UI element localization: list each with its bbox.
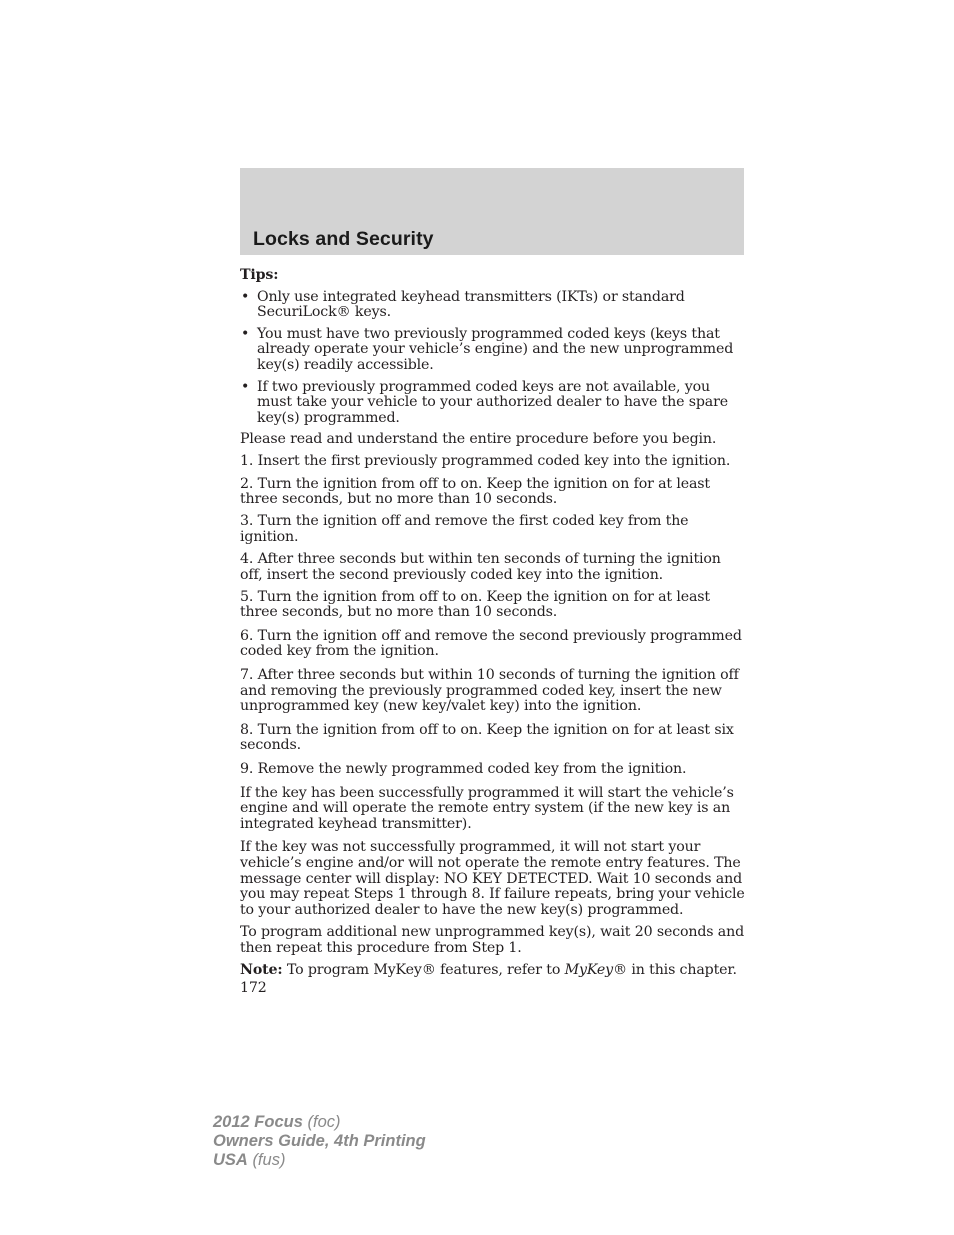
footer-region-line <box>213 1151 426 1170</box>
tips-heading: Tips: <box>240 267 279 283</box>
footer-guide: Owners Guide, 4th Printing <box>213 1132 426 1150</box>
procedure-steps <box>240 454 746 777</box>
footer-guide-line <box>213 1132 426 1151</box>
footer-model-code: (foc) <box>307 1113 341 1131</box>
note-label: Note: <box>240 962 283 979</box>
procedure-step: 1. Insert the first previously programmed coded key into the ignition. <box>240 453 731 470</box>
note-paragraph <box>240 963 746 979</box>
footer-region-code: (fus) <box>252 1151 286 1169</box>
additional-keys-paragraph: To program additional new unprogrammed key(s), wait 20 seconds and then repeat this procedure from Step 1. <box>240 924 745 956</box>
bullet-icon: • <box>241 288 250 305</box>
section-header-band <box>240 168 744 255</box>
procedure-step: 5. Turn the ignition from off to on. Keep the ignition on for at least three seconds, but no more than 10 seconds. <box>240 588 710 621</box>
tips-list <box>240 290 746 427</box>
procedure-step: 3. Turn the ignition off and remove the first coded key from the ignition. <box>240 513 689 545</box>
footer-region: USA <box>213 1151 248 1169</box>
footer-model: 2012 Focus <box>213 1113 303 1131</box>
note-text: To program MyKey® features, refer to <box>282 962 565 979</box>
procedure-step: 7. After three seconds but within 10 seconds of turning the ignition off and removing the previously programmed coded key, insert the new unprogrammed key (new key/valet key) into the ignition. <box>240 666 739 715</box>
tip-text: You must have two previously programmed coded keys (keys that already operate your vehicle’s engine) and the new unprogrammed key(s) readily accessible. <box>257 325 734 373</box>
procedure-step: 2. Turn the ignition from off to on. Keep the ignition on for at least three seconds, but no more than 10 seconds. <box>240 475 710 508</box>
tip-item <box>240 290 746 321</box>
page-number: 172 <box>240 980 267 997</box>
note-text-end: in this chapter. <box>627 962 737 979</box>
procedure-step: 4. After three seconds but within ten seconds of turning the ignition off, insert the second previously coded key into the ignition. <box>240 550 721 583</box>
section-title: Locks and Security <box>253 228 434 250</box>
bullet-icon: • <box>241 378 250 395</box>
tip-text: If two previously programmed coded keys are not available, you must take your vehicle to your authorized dealer to have the spare key(s) programmed. <box>257 378 728 426</box>
mykey-reference: MyKey® <box>564 962 628 979</box>
procedure-step: 9. Remove the newly programmed coded key from the ignition. <box>240 760 687 777</box>
intro-paragraph: Please read and understand the entire procedure before you begin. <box>240 431 717 448</box>
failure-paragraph: If the key was not successfully programmed, it will not start your vehicle’s engine and/or will not operate the remote entry features. The message center will display: NO KEY DETECTED. Wait 10 seconds and you may repeat Steps 1 through 8. If failure repeats, bring your vehicle to your authorized dealer to have the new key(s) programmed. <box>240 839 745 918</box>
success-paragraph: If the key has been successfully programmed it will start the vehicle’s engine and will operate the remote entry system (if the new key is an integrated keyhead transmitter). <box>240 784 734 832</box>
bullet-icon: • <box>241 325 250 342</box>
tip-item <box>240 380 746 427</box>
tip-item <box>240 327 746 374</box>
footer-model-line <box>213 1113 426 1132</box>
tip-text: Only use integrated keyhead transmitters (IKTs) or standard SecuriLock® keys. <box>257 288 685 321</box>
document-footer <box>213 1113 426 1170</box>
page-content <box>240 268 746 997</box>
procedure-step: 6. Turn the ignition off and remove the second previously programmed coded key from the ignition. <box>240 627 742 660</box>
procedure-step: 8. Turn the ignition from off to on. Keep the ignition on for at least six seconds. <box>240 721 734 754</box>
